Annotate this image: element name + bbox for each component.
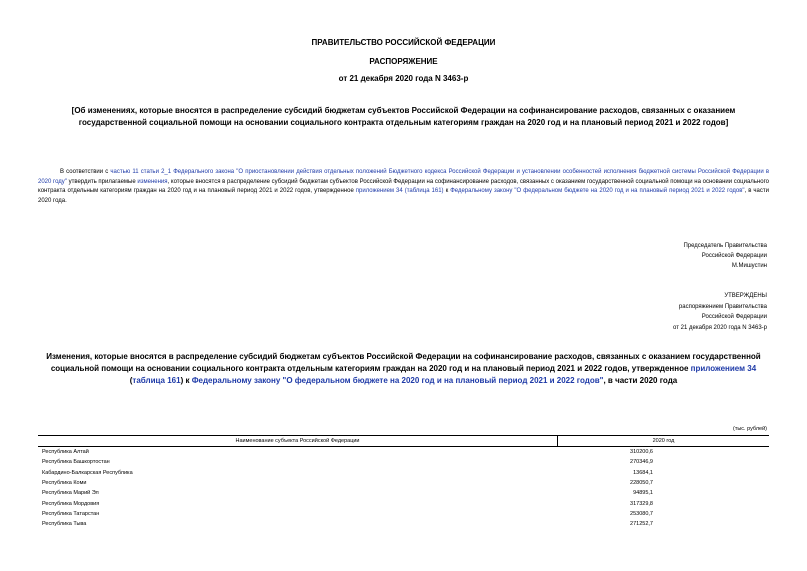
heading-text: Изменения, которые вносятся в распределение субсидий бюджетам субъектов Российской Федерации на софинансирование расходов, связанных с оказанием государственной социальной помощи на основании социального контракта отдельным категориям граждан на 2020 год и на плановый период 2021 и 2022 годов, утвержденное <box>46 352 761 373</box>
region-name: Республика Марий Эл <box>42 490 99 497</box>
table-row <box>38 468 769 478</box>
table-row <box>38 488 769 498</box>
table-row <box>38 478 769 488</box>
signature-position: Председатель Правительства <box>683 243 767 249</box>
approved-by-2: Российской Федерации <box>701 314 767 320</box>
document-date: от 21 декабря 2020 года N 3463-р <box>338 74 469 83</box>
document-type: РАСПОРЯЖЕНИЕ <box>369 57 438 66</box>
region-name: Республика Татарстан <box>42 510 100 517</box>
approved-block <box>517 291 767 333</box>
heading-text: ) к <box>180 376 192 385</box>
table-row <box>38 457 769 467</box>
body-text: к <box>443 188 451 194</box>
link-appendix[interactable]: приложением 34 <box>690 364 757 373</box>
order-paragraph <box>38 168 769 206</box>
table-row <box>38 519 769 529</box>
subsidy-table <box>38 435 769 529</box>
region-value: 228050,7 <box>630 480 653 487</box>
link-table-161[interactable]: таблица 161 <box>132 376 181 385</box>
approved-title: УТВЕРЖДЕНЫ <box>724 293 767 299</box>
table-row <box>38 498 769 508</box>
table-unit: (тыс. рублей) <box>733 426 767 432</box>
column-header-year: 2020 год <box>558 436 770 447</box>
region-value: 270346,9 <box>630 459 653 466</box>
link-federal-law[interactable]: Федеральному закону "О федеральном бюджете на 2020 год и на плановый период 2021 и 2022 годов" <box>191 376 604 385</box>
heading-text: ( <box>129 376 133 385</box>
approved-date: от 21 декабря 2020 года N 3463-р <box>673 324 767 331</box>
link-federal-law-article[interactable]: частью 11 статьи 2_1 Федерального закона "О приостановлении действия отдельных положений Бюджетного кодекса Российской Федерации и установлении особенностей исполнения бюджетной системы Российской Федерации в 2020 году" <box>38 169 770 185</box>
link-changes[interactable]: изменения <box>137 178 168 185</box>
region-name: Республика Башкортостан <box>42 459 110 466</box>
table-row <box>38 509 769 519</box>
region-value: 13684,1 <box>633 469 653 476</box>
region-name: Республика Алтай <box>42 449 89 456</box>
region-value: 253080,7 <box>630 510 653 517</box>
table-header-row <box>38 436 769 447</box>
region-name: Кабардино-Балкарская Республика <box>42 469 133 476</box>
column-header-name: Наименование субъекта Российской Федерации <box>38 436 558 447</box>
signature-name: М.Мишустин <box>731 263 767 269</box>
region-value: 317329,8 <box>630 500 653 507</box>
region-value: 271252,7 <box>630 521 653 528</box>
region-value: 310200,6 <box>630 449 653 456</box>
region-value: 94895,1 <box>633 490 653 497</box>
table-row <box>38 447 769 458</box>
body-text: утвердить прилагаемые <box>66 178 138 185</box>
link-appendix-34[interactable]: приложением 34 (таблица 161) <box>355 188 444 194</box>
region-name: Республика Тыва <box>42 521 87 528</box>
link-budget-law[interactable]: Федеральному закону "О федеральном бюджете на 2020 год и на плановый период 2021 и 2022 годов" <box>450 188 745 194</box>
government-title: ПРАВИТЕЛЬСТВО РОССИЙСКОЙ ФЕДЕРАЦИИ <box>311 38 496 47</box>
heading-text: , в части 2020 года <box>603 376 678 385</box>
changes-heading <box>38 351 769 387</box>
signature-position-2: Российской Федерации <box>701 253 767 259</box>
body-text: В соответствии с <box>60 169 111 175</box>
approved-by: распоряжением Правительства <box>678 303 767 310</box>
region-name: Республика Мордовия <box>42 500 100 507</box>
document-subject: [Об изменениях, которые вносятся в распределение субсидий бюджетам субъектов Российской Федерации на софинансирование расходов, связанных с оказанием государственной социальной помощи на основании социального контракта отдельным категориям граждан на 2020 год и на плановый период 2021 и 2022 годов] <box>71 106 736 127</box>
body-text: , в части 2020 года. <box>38 188 769 204</box>
region-name: Республика Коми <box>42 480 87 487</box>
signature-block <box>517 241 767 271</box>
body-text: , которые вносятся в распределение субсидий бюджетам субъектов Российской Федерации на софинансирование расходов, связанных с оказанием государственной социальной помощи на основании социального контракта отдельным категориям граждан на 2020 год и на плановый период 2021 и 2022 годов, утвержденное <box>38 178 769 194</box>
